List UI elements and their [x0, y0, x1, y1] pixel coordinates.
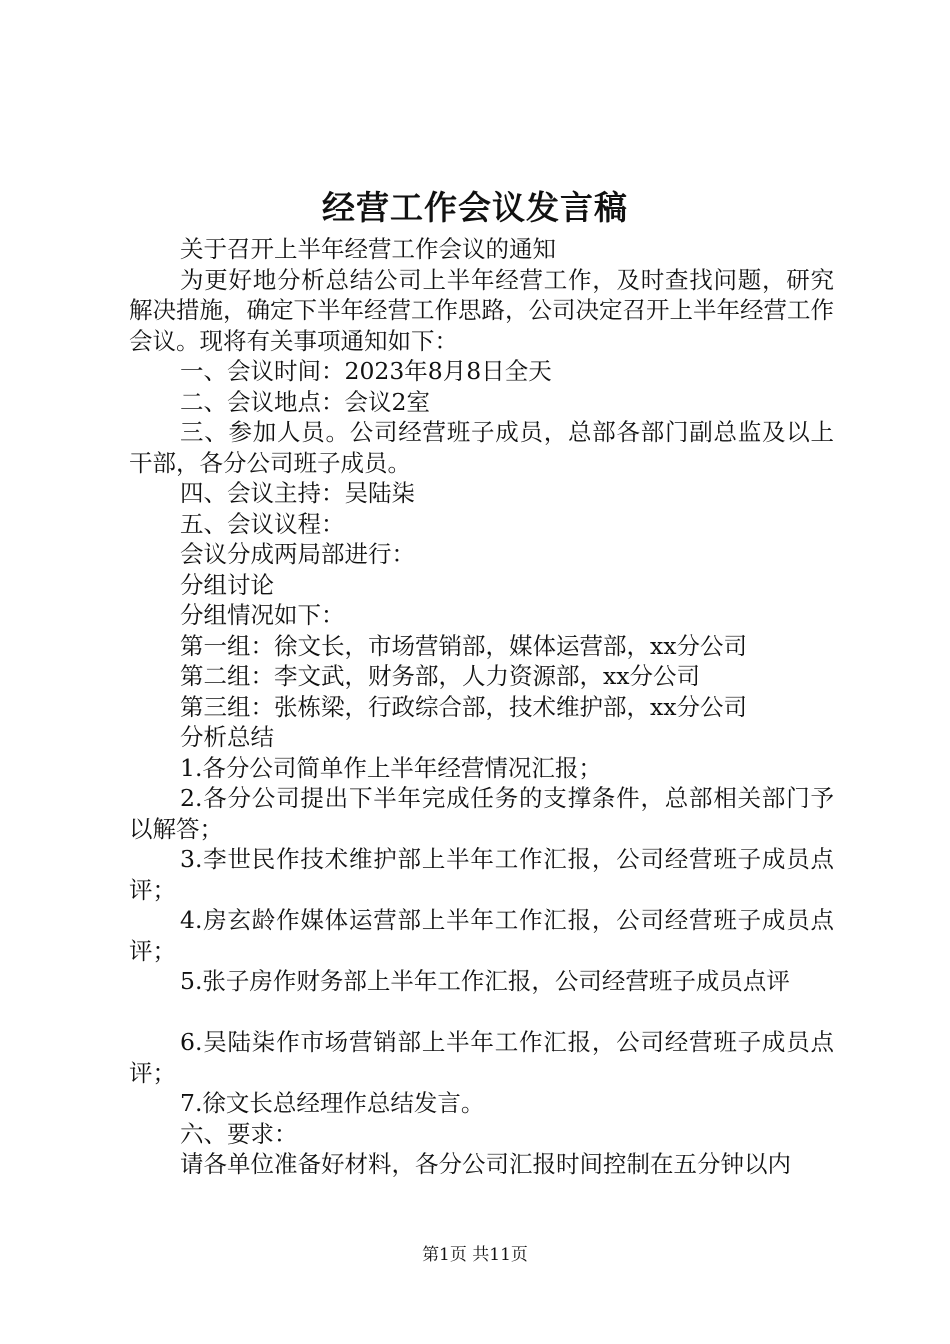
document-body	[129, 234, 834, 1180]
paragraph-host: 四、会议主持：吴陆柒	[180, 479, 415, 507]
paragraph-item-2: 2.各分公司提出下半年完成任务的支撑条件，总部相关部门予以解答；	[129, 784, 834, 843]
paragraph-item-5: 5.张子房作财务部上半年工作汇报，公司经营班子成员点评	[180, 967, 790, 995]
paragraph-meeting-time: 一、会议时间：2023年8月8日全天	[180, 357, 552, 385]
paragraph-notice-heading: 关于召开上半年经营工作会议的通知	[180, 235, 556, 263]
paragraph-group-details: 分组情况如下：	[180, 601, 345, 629]
paragraph-requirements-heading: 六、要求：	[180, 1119, 298, 1148]
paragraph-agenda-parts: 会议分成两局部进行：	[180, 540, 415, 568]
paragraph-intro: 为更好地分析总结公司上半年经营工作，及时查找问题，研究解决措施，确定下半年经营工作思路，公司决定召开上半年经营工作会议。现将有关事项通知如下：	[129, 265, 834, 355]
paragraph-agenda-heading: 五、会议议程：	[180, 509, 345, 538]
paragraph-group-two: 第二组：李文武，财务部，人力资源部，xx分公司	[180, 662, 701, 690]
paragraph-summary-heading: 分析总结	[180, 723, 274, 751]
paragraph-meeting-location: 二、会议地点：会议2室	[180, 387, 430, 416]
paragraph-group-discussion: 分组讨论	[180, 570, 274, 599]
paragraph-item-4: 4.房玄龄作媒体运营部上半年工作汇报，公司经营班子成员点评；	[129, 906, 834, 965]
paragraph-item-7: 7.徐文长总经理作总结发言。	[180, 1089, 485, 1117]
paragraph-group-three: 第三组：张栋梁，行政综合部，技术维护部，xx分公司	[180, 692, 748, 721]
paragraph-group-one: 第一组：徐文长，市场营销部，媒体运营部，xx分公司	[180, 631, 748, 660]
page-number-footer: 第1页 共11页	[422, 1245, 528, 1265]
paragraph-item-3: 3.李世民作技术维护部上半年工作汇报，公司经营班子成员点评；	[129, 845, 834, 904]
document-title: 经营工作会议发言稿	[322, 188, 628, 227]
paragraph-item-6: 6.吴陆柒作市场营销部上半年工作汇报，公司经营班子成员点评；	[129, 1028, 834, 1087]
paragraph-attendees: 三、参加人员。公司经营班子成员，总部各部门副总监及以上干部，各分公司班子成员。	[129, 418, 834, 477]
paragraph-requirements-text: 请各单位准备好材料，各分公司汇报时间控制在五分钟以内	[180, 1150, 791, 1178]
paragraph-item-1: 1.各分公司简单作上半年经营情况汇报；	[180, 753, 602, 782]
